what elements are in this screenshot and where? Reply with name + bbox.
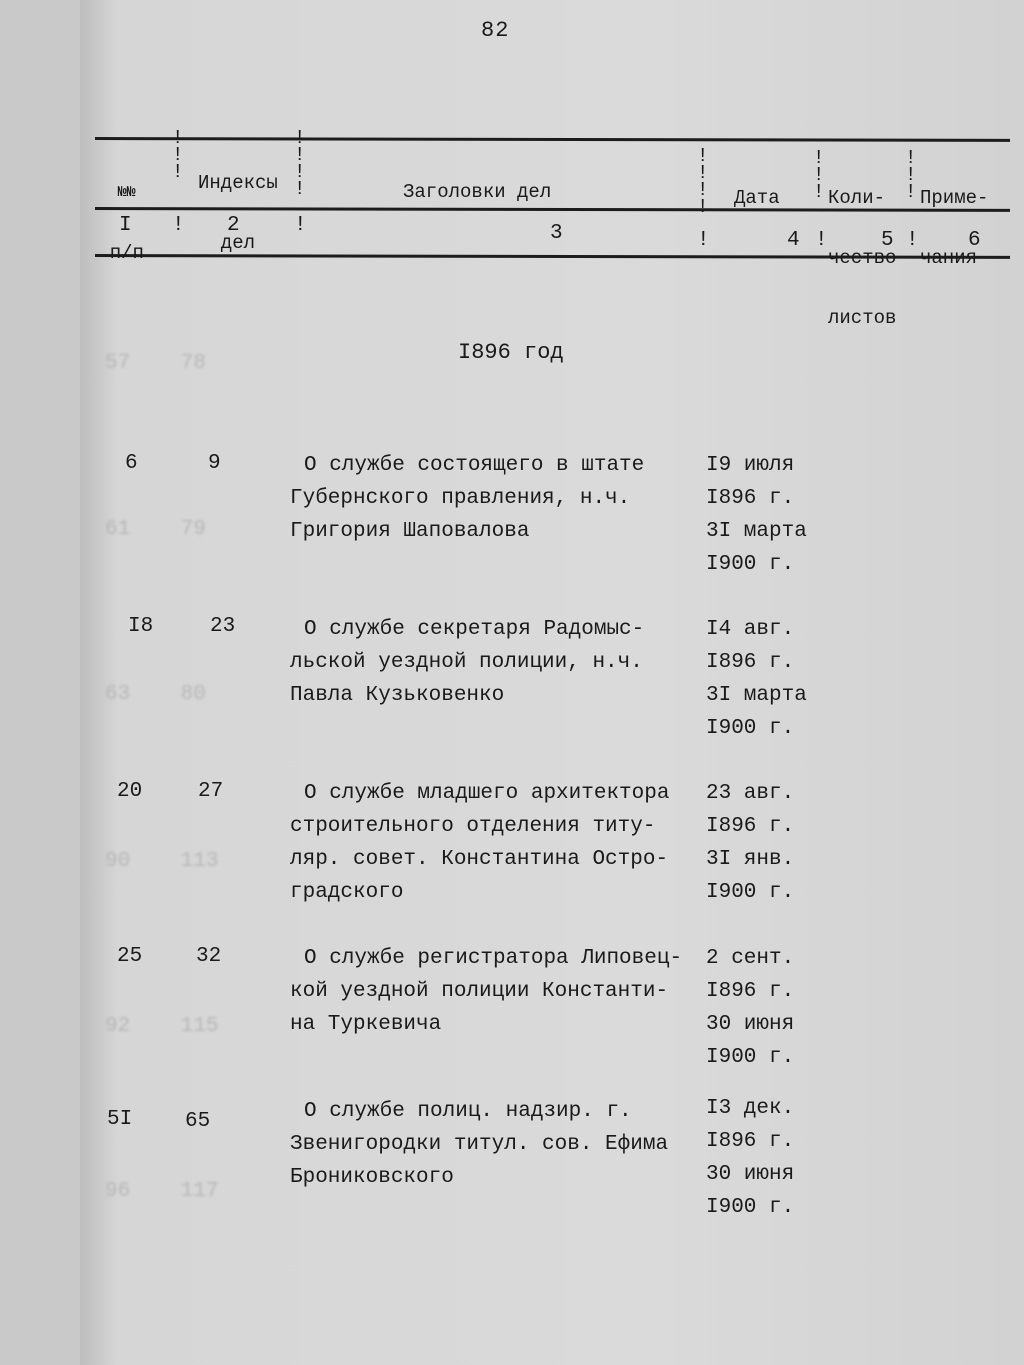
column-separator: ! ! !	[813, 147, 825, 203]
row-index: 23	[210, 615, 236, 638]
column-separator: ! ! ! !	[697, 145, 709, 218]
row-number: 5I	[107, 1108, 133, 1131]
row-date: 2 сент. I896 г. 30 июня I900 г.	[706, 947, 795, 1069]
header-col-title: Заголовки дел	[403, 181, 552, 203]
section-title-year: I896 год	[458, 340, 564, 365]
row-index: 27	[198, 780, 224, 803]
row-index: 65	[185, 1110, 211, 1133]
header-col-date: Дата	[734, 187, 780, 209]
header-col-notes: Приме- чания	[920, 187, 989, 269]
column-separator: ! ! !	[905, 147, 917, 203]
row-number: 20	[117, 780, 143, 803]
bleed-through-text: 61 79	[105, 518, 206, 541]
header-col-index: Индексы дел	[198, 172, 278, 254]
bleed-through-text: 92 115	[105, 1015, 219, 1038]
row-title: О службе младшего архитектора строительного отделения титу- ляр. совет. Константина Остро- градского	[290, 782, 670, 904]
row-date: I3 дек. I896 г. 30 июня I900 г.	[706, 1097, 795, 1219]
row-index: 32	[196, 945, 222, 968]
column-separator: !	[294, 214, 307, 237]
column-separator: !	[172, 214, 185, 237]
row-date: I4 авг. I896 г. 3I марта I900 г.	[706, 618, 807, 740]
column-separator: !	[906, 229, 919, 252]
row-index: 9	[208, 452, 221, 475]
column-separator: !	[697, 229, 710, 252]
column-number: 3	[550, 222, 563, 245]
column-number: 6	[968, 229, 981, 252]
header-col-number: №№ п/п	[109, 184, 144, 264]
bleed-through-text: 63 80	[105, 683, 206, 706]
header-col-sheet-count: Коли- чество листов	[828, 187, 897, 329]
row-number: I8	[128, 615, 154, 638]
column-number: 4	[787, 229, 800, 252]
row-title: О службе состоящего в штате Губернского правления, н.ч. Григория Шаповалова	[290, 454, 645, 543]
bleed-through-text: 96 117	[105, 1180, 219, 1203]
row-title: О службе секретаря Радомыс- льской уездной полиции, н.ч. Павла Кузьковенко	[290, 618, 645, 707]
bleed-through-text: 90 113	[105, 850, 219, 873]
column-separator: ! ! ! !	[294, 127, 306, 200]
row-number: 25	[117, 945, 143, 968]
row-date: I9 июля I896 г. 3I марта I900 г.	[706, 454, 807, 576]
column-number: 2	[227, 214, 240, 237]
row-number: 6	[125, 452, 138, 475]
column-separator: !	[815, 229, 828, 252]
row-date: 23 авг. I896 г. 3I янв. I900 г.	[706, 782, 795, 904]
bleed-through-text: 57 78	[105, 352, 206, 375]
column-number: 5	[881, 229, 894, 252]
column-number: I	[119, 214, 132, 237]
row-title: О службе полиц. надзир. г. Звенигородки титул. сов. Ефима Брониковского	[290, 1100, 669, 1189]
column-separator: ! ! !	[172, 127, 184, 183]
row-title: О службе регистратора Липовец- кой уездной полиции Константи- на Туркевича	[290, 947, 683, 1036]
page-number: 82	[481, 18, 510, 43]
